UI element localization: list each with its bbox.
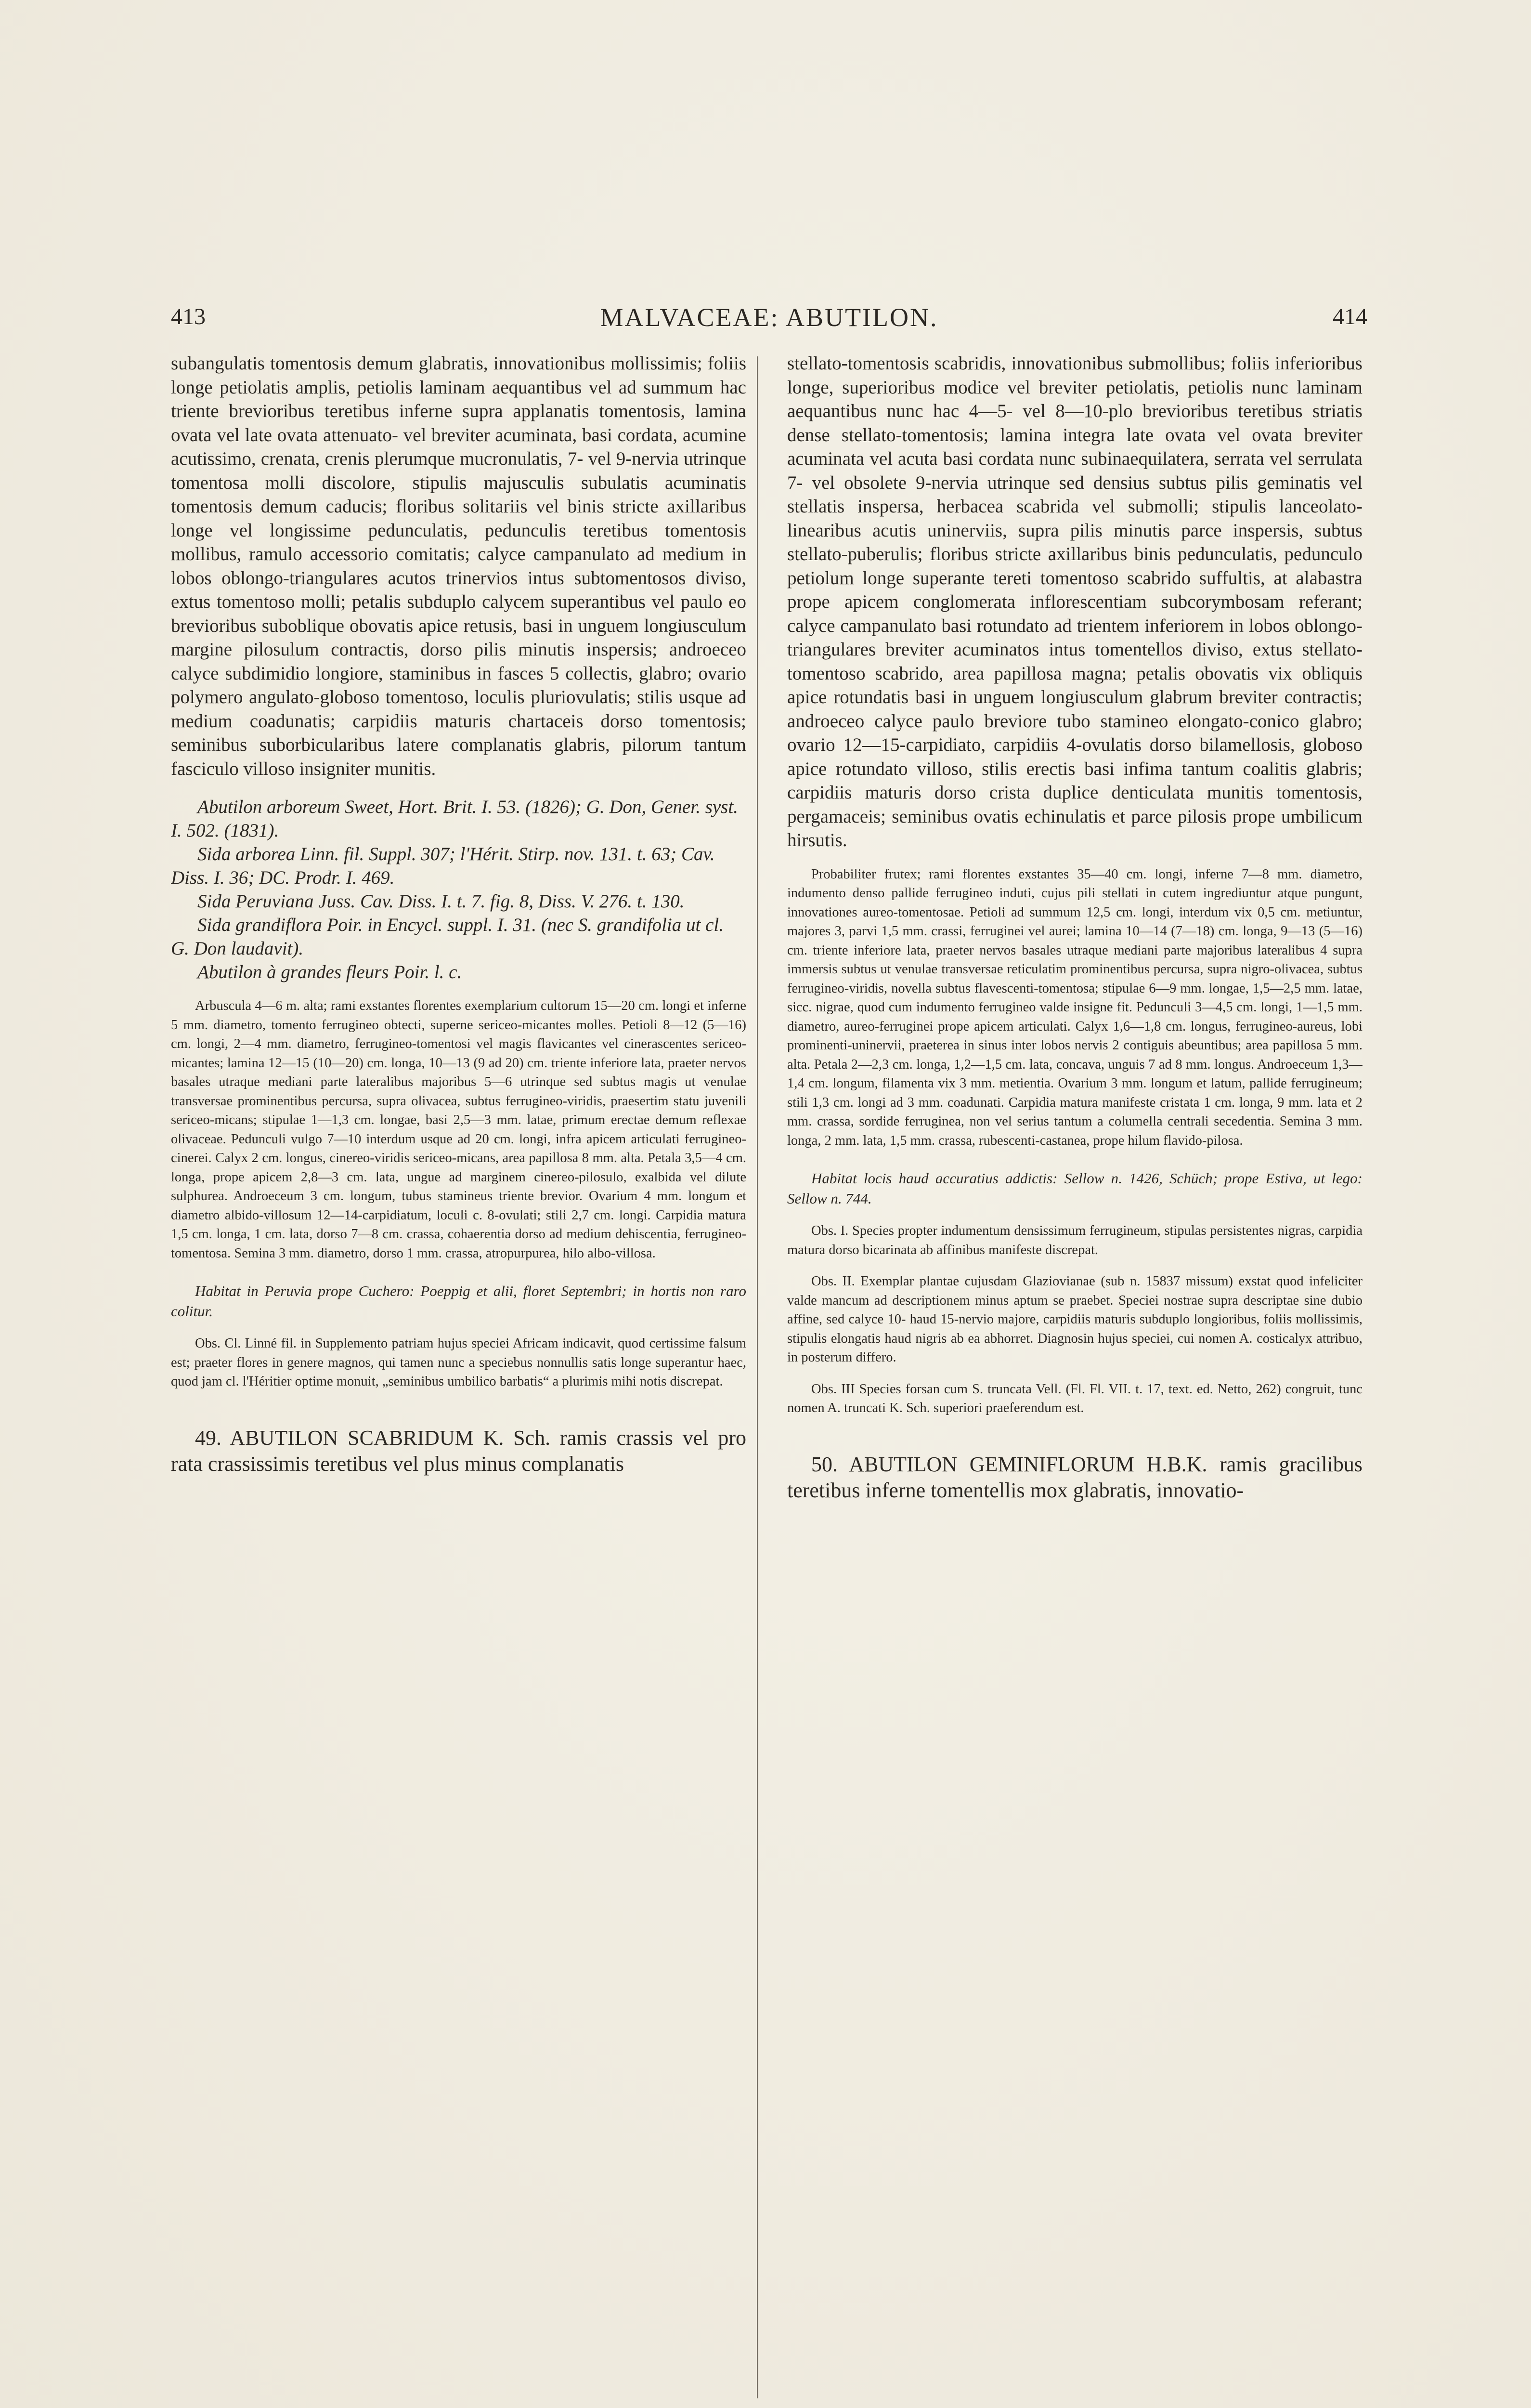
citation-5: Abutilon à grandes fleurs Poir. l. c. [197, 962, 462, 982]
left-column [171, 352, 746, 2261]
right-observation-2: Obs. II. Exemplar plantae cujusdam Glaziovianae (sub n. 15837 missum) exstat quod infeliciter valde mancum ad descriptionem minus aptum se praebet. Speciei nostrae supra descriptae sine dubio affine, sed calyce 10- haud 15-nervio majore, carpidiis maturis subduplo longioribus, foliis mollissimis, stipulis elongatis haud nigris ab ea abhorret. Diagnosin hujus speciei, cui nomen A. costicalyx attribuo, in posterum differo. [787, 1274, 1362, 1365]
species-heading-50: 50. ABUTILON GEMINIFLORUM H.B.K. ramis gracilibus teretibus inferne tomentellis mox glabratis, innovatio- [787, 1452, 1362, 1502]
left-description: subangulatis tomentosis demum glabratis, innovationibus mollissimis; foliis longe petiolatis amplis, petiolis laminam aequantibus vel ad summum hac triente brevioribus teretibus inferne supra applanatis tomentosis, lamina ovata vel late ovata attenuato- vel breviter acuminata, basi cordata, acumine acutissimo, crenata, crenis plerumque mucronulatis, 7- vel 9-nervia utrinque tomentosa molli discolore, stipulis majusculis subulatis acuminatis tomentosis demum caducis; floribus solitariis vel binis stricte axillaribus longe vel longissime pedunculatis, pedunculis teretibus tomentosis mollibus, ramulo accessorio comitatis; calyce campanulato ad medium in lobos oblongo-triangulares acutos trinervios intus subtomentosos diviso, extus tomentoso molli; petalis subduplo calycem superantibus vel paulo eo brevioribus suboblique obovatis apice retusis, basi in unguem longiusculum margine pilosulum contractis, dorso pilis minutis inspersis; androeceo calyce subdimidio longiore, staminibus in fasces 5 collectis, glabro; ovario polymero angulato-globoso tomentoso, loculis pluriovulatis; stilis usque ad medium coadunatis; carpidiis maturis chartaceis dorso tomentosis; seminibus suborbicularibus latere complanatis glabris, pilorum tantum fasciculo villoso insigniter munitis. [171, 353, 746, 779]
left-observation: Obs. Cl. Linné fil. in Supplemento patriam hujus speciei Africam indicavit, quod certissime falsum est; praeter flores in genere magnos, qui tamen nunc a speciebus nonnullis satis longe superantur haec, quod jam cl. l'Héritier optime monuit, „seminibus umbilico barbatis“ a plurimis mihi notis discrepat. [171, 1336, 746, 1389]
citation-4: Sida grandiflora Poir. in Encycl. suppl. I. 31. (nec S. grandifolia ut cl. G. Don laudavit). [171, 915, 724, 959]
citation-1: Abutilon arboreum Sweet, Hort. Brit. I. 53. (1826); G. Don, Gener. syst. I. 502. (1831). [171, 797, 738, 841]
page-number-left: 413 [171, 304, 206, 329]
page-header [171, 294, 1367, 337]
right-habitat: Habitat locis haud accuratius addictis: Sellow n. 1426, Schüch; prope Estiva, ut lego: Sellow n. 744. [787, 1170, 1362, 1207]
running-head: MALVACEAE: ABUTILON. [600, 303, 938, 332]
right-description: stellato-tomentosis scabridis, innovationibus submollibus; foliis inferioribus longe, superioribus modice vel breviter petiolatis, petiolis nunc laminam aequantibus nunc hac 4—5- vel 8—10-plo brevioribus teretibus striatis dense stellato-tomentosis; lamina integra late ovata vel ovata breviter acuminata vel acuta basi cordata nunc subinaequilatera, serrata vel serrulata 7- vel obsolete 9-nervia utrinque sed densius subtus pilis geminatis vel stellatis inspersa, herbacea scabrida vel submolli; stipulis lanceolato-linearibus acutis uninerviis, supra pilis minutis parce inspersis, subtus stellato-puberulis; floribus stricte axillaribus binis pedunculatis, pedunculo petiolum longe superante tereti tomentoso scabrido suffultis, at alabastra prope apicem conglomerata inflorescentiam subcorymbosam referant; calyce campanulato basi rotundato ad trientem inferiorem in lobos oblongo-triangulares breviter acuminatos intus tomentellos diviso, extus stellato-tomentoso scabrido, area papillosa magna; petalis obovatis vix obliquis apice rotundatis basi in unguem longiusculum glabrum breviter contractis; androeceo calyce paulo breviore tubo stamineo elongato-conico glabro; ovario 12—15-carpidiato, carpidiis 4-ovulatis dorso bilamellosis, globoso apice rotundato villoso, stilis erectis basi infima tantum coalitis glabris; carpidiis maturis dorso crista duplice denticulata munitis tomentosis, pergamaceis; seminibus ovatis echinulatis et parce pilosis prope umbilicum hirsutis. [787, 353, 1362, 851]
right-observation-1: Obs. I. Species propter indumentum densissimum ferrugineum, stipulas persistentes nigras, carpidia matura dorso bicarinata ab affinibus manifeste discrepat. [787, 1223, 1362, 1257]
left-habitat: Habitat in Peruvia prope Cuchero: Poeppig et alii, floret Septembri; in hortis non raro colitur. [171, 1283, 746, 1320]
right-observation-3: Obs. III Species forsan cum S. truncata Vell. (Fl. Fl. VII. t. 17, text. ed. Netto, 262) congruit, tunc nomen A. truncati K. Sch. superiori praeferendum est. [787, 1381, 1362, 1415]
species-heading-49: 49. ABUTILON SCABRIDUM K. Sch. ramis crassis vel pro rata crassissimis teretibus vel plus minus complanatis [171, 1426, 746, 1476]
page-number-right: 414 [1333, 304, 1367, 329]
column-divider [757, 356, 758, 2398]
citation-3: Sida Peruviana Juss. Cav. Diss. I. t. 7. fig. 8, Diss. V. 276. t. 130. [197, 891, 685, 912]
synonymy-citations [171, 795, 746, 984]
citation-2: Sida arborea Linn. fil. Suppl. 307; l'Hérit. Stirp. nov. 131. t. 63; Cav. Diss. I. 36; DC. Prodr. I. 469. [171, 844, 715, 888]
left-measurements: Arbuscula 4—6 m. alta; rami exstantes florentes exemplarium cultorum 15—20 cm. longi et inferne 5 mm. diametro, tomento ferrugineo obtecti, superne sericeo-micantes molles. Petioli 8—12 (5—16) cm. longi, 2—4 mm. diametro, ferrugineo-tomentosi vel magis flavicantes vel cinerascentes sericeo-micantes; lamina 12—15 (10—20) cm. longa, 10—13 (9 ad 20) cm. triente inferiore lata, praeter nervos basales utraque mediani parte lateralibus majoribus 5—6 utrinque sed subtus magis ut venulae transversae prominentibus percursa, supra olivacea, subtus ferrugineo-viridis, praesertim statu juvenili sericeo-micans; stipulae 1—1,3 cm. longae, basi 2,5—3 mm. latae, primum erectae demum reflexae olivaceae. Pedunculi vulgo 7—10 interdum usque ad 20 cm. longi, infra apicem articulati ferrugineo-cinerei. Calyx 2 cm. longus, cinereo-viridis sericeo-micans, area papillosa 8 mm. alta. Petala 3,5—4 cm. longa, prope apicem 2,8—3 cm. lata, ungue ad marginem cinereo-pilosulo, exalbida vel dilute sulphurea. Androeceum 3 cm. longum, tubus stamineus triente brevior. Ovarium 4 mm. longum et diametro albido-villosum 12—14-carpidiatum, loculi c. 8-ovulati; stili 2,7 cm. longi. Carpidia matura 1,5 cm. longa, 1 cm. lata, dorso 7—8 cm. crassa, cohaerentia dorso ad medium dehiscentia, ferrugineo-tomentosa. Semina 3 mm. diametro, dorso 1 mm. crassa, atropurpurea, hilo albo-villosa. [171, 998, 746, 1261]
right-column [787, 352, 1362, 2261]
right-measurements: Probabiliter frutex; rami florentes exstantes 35—40 cm. longi, inferne 7—8 mm. diametro, indumento denso pallide ferrugineo induti, cujus pili stellati in cutem ingrediuntur atque pungunt, innovationes aureo-tomentosae. Petioli ad summum 12,5 cm. longi, interdum vix 0,5 cm. metiuntur, majores 3, parvi 1,5 mm. crassi, ferruginei vel aurei; lamina 10—14 (7—18) cm. longa, 9—13 (5—16) cm. triente inferiore lata, praeter nervos basales utraque mediani parte majoribus lateralibus 4 supra immersis subtus ut venulae transversae reticulatim prominentibus percursa, supra nigro-olivacea, subtus ferrugineo-viridis, novella subtus flavescenti-tomentosa; stipulae 6—9 mm. longae, 1,5—2,5 mm. latae, sicc. nigrae, quod cum indumento ferrugineo valde insigne fit. Pedunculi 3—4,5 cm. longi, 1—1,5 mm. diametro, aureo-ferruginei prope apicem articulati. Calyx 1,6—1,8 cm. longus, ferrugineo-aureus, lobi prominenti-uninervii, praeterea in sinus inter lobos nervis 2 contiguis abeuntibus; area papillosa 5 mm. alta. Petala 2—2,3 cm. longa, 1,2—1,5 cm. lata, concava, unguis 7 ad 8 mm. longus. Androeceum 1,3—1,4 cm. longum, filamenta vix 3 mm. metientia. Ovarium 3 mm. longum et latum, pallide ferrugineum; stili 1,3 cm. longi ad 3 mm. coadunati. Carpidia matura manifeste cristata 1 cm. longa, 9 mm. lata et 2 mm. crassa, sordide ferruginea, non vel serius tantum a columella centrali secedentia. Semina 3 mm. longa, 2 mm. lata, 1,5 mm. crassa, rubescenti-castanea, prope hilum flavido-pilosa. [787, 866, 1362, 1148]
